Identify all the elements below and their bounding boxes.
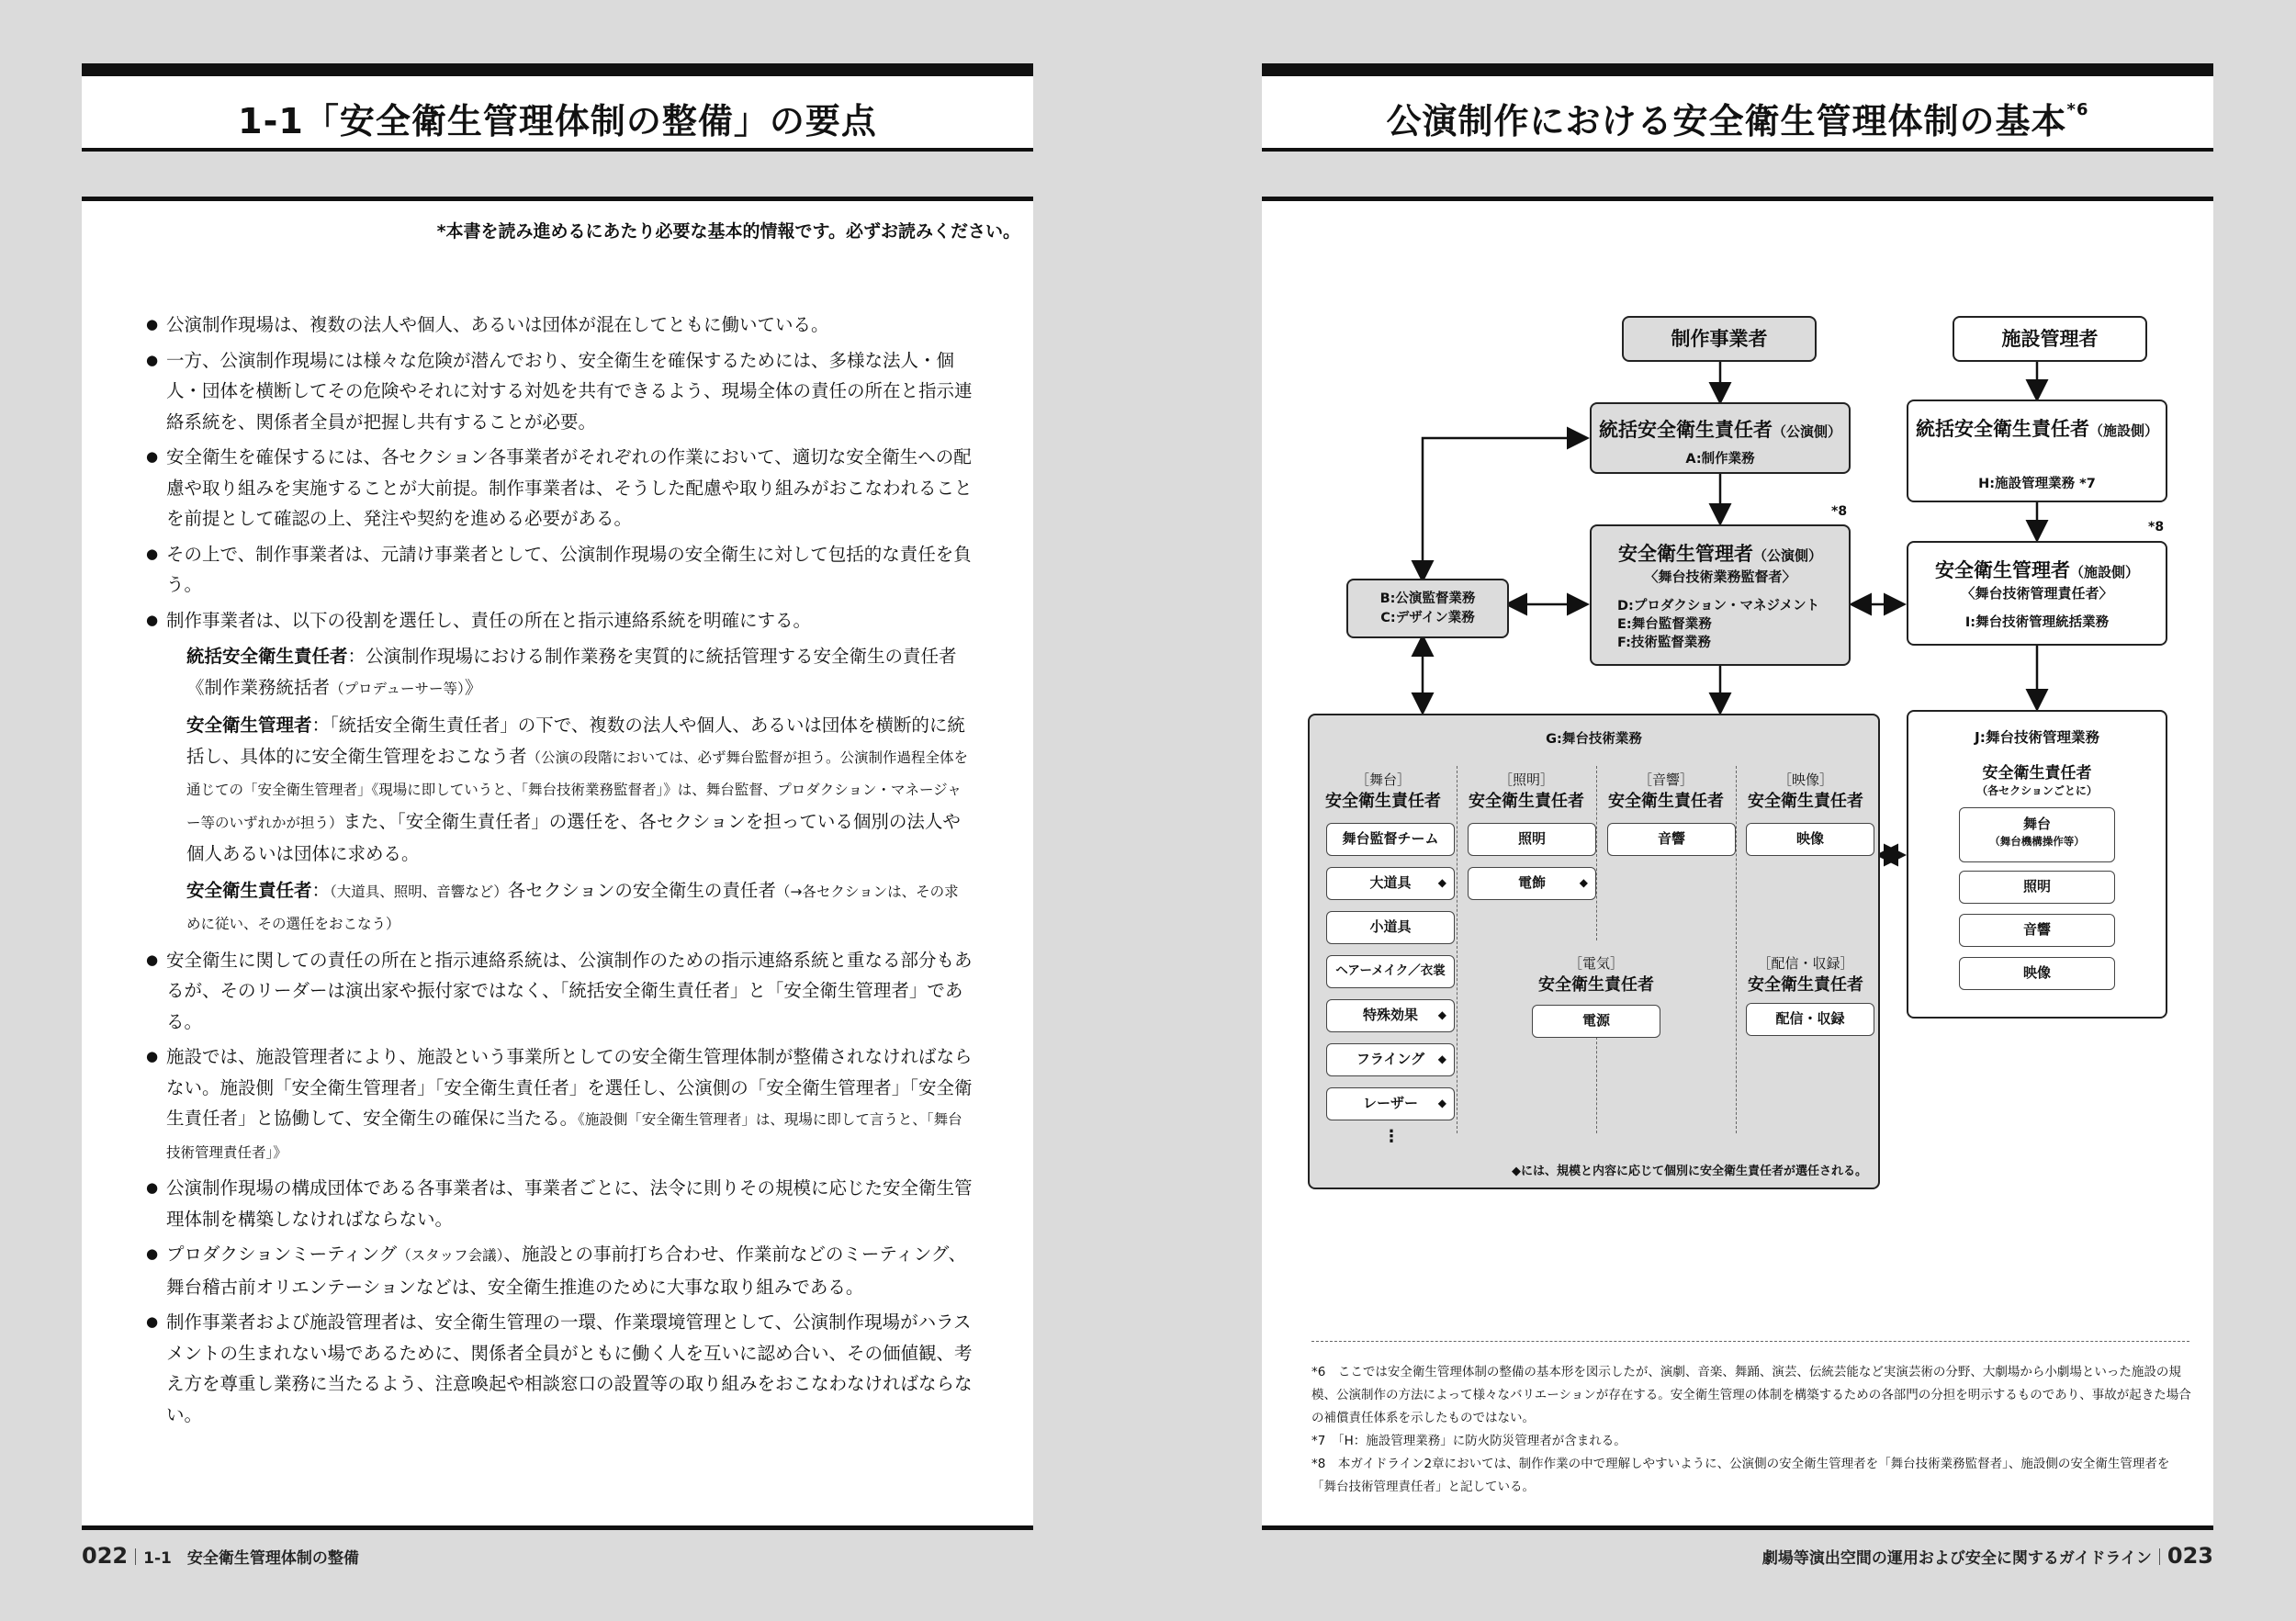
role-text: ：: [311, 879, 331, 901]
side-label: （施設側）: [2088, 422, 2158, 439]
diamond-legend: ◆には、規模と内容に応じて個別に安全衛生責任者が選任される。: [1512, 1165, 1867, 1178]
diamond-icon: ◆: [1437, 1097, 1446, 1109]
duty-label: I:舞台技術管理統括業務: [1964, 615, 2110, 630]
section-item: [1468, 867, 1596, 900]
section-item: [1326, 999, 1455, 1032]
section-item: [1326, 1087, 1455, 1120]
bullet-item: ● 一方、公演制作現場には様々な危険が潜んでおり、安全衛生を確保するためには、多様な法人・個人・団体を横断してその危険やそれに対する対処を共有できるよう、現場全体の責任の所在と指示連絡系統を、関係者全員が把握し共有することが必要。: [146, 345, 973, 438]
duty-label: D:プロダクション・マネジメント: [1617, 599, 1820, 614]
diamond-icon: ◆: [1579, 876, 1588, 889]
section-streaming-head: [1736, 952, 1875, 996]
title-text: 安全衛生管理者: [1617, 543, 1753, 565]
footnote: *6 ここでは安全衛生管理体制の整備の基本形を図示したが、演劇、音楽、舞踊、演芸、伝統芸能など実演芸術の分野、大劇場から小劇場といった施設の規模、公演制作の方法によって様々なバリエーションが存在する。安全衛生管理の体制を構築するための各部門の分担を明示するものであり、事故が起きた場合の補償責任体系を示したものではない。: [1311, 1365, 2191, 1425]
arrow-bc-general-link: [1423, 438, 1585, 579]
item-label: 小道具: [1369, 918, 1412, 935]
item-label: 電源: [1581, 1012, 1610, 1029]
item-label: フライング: [1356, 1051, 1425, 1067]
bullet-item: [146, 1041, 973, 1168]
item-label: 音響: [1657, 830, 1685, 847]
duty-list: [1592, 597, 1849, 652]
facility-manager-label: 施設管理者: [2001, 328, 2099, 350]
reading-notice: *本書を読み進めるにあたり必要な基本的情報です。必ずお読みください。: [436, 221, 1020, 242]
role-label: 安全衛生責任者: [1608, 792, 1724, 811]
section-label: ［舞台］: [1355, 771, 1411, 788]
item-label: 舞台: [2022, 816, 2051, 832]
role-definition: [166, 875, 973, 940]
role-definition: [166, 641, 973, 704]
footnote-separator: [1311, 1341, 2189, 1342]
role-term: 統括安全衛生責任者: [186, 646, 348, 667]
role-small: （プロデューサー等）: [330, 680, 465, 697]
title-text: 統括安全衛生責任者: [1915, 418, 2089, 440]
page-title: [1262, 93, 2213, 143]
general-safety-officer-facility: [1907, 400, 2167, 502]
section-item: [1746, 1003, 1874, 1036]
side-label: （公演側）: [1752, 547, 1822, 564]
section-item: [1326, 867, 1455, 900]
role-small: （公演の段階においては、必ず舞台監督が担う。公演制作過程全体を通じての「安全衛生管理者」《現場に即していうと、「舞台技術業務監督者」》は、舞台監督、プロダクション・マネージャー等のいずれかが担う）: [186, 749, 969, 831]
role-label: 安全衛生責任者: [1748, 975, 1863, 995]
item-label: 特殊効果: [1362, 1007, 1418, 1023]
section-item: [1326, 955, 1455, 988]
alias-label: 〈舞台技術管理責任者〉: [1961, 585, 2113, 602]
right-body: [1262, 197, 2213, 1530]
section-sound-head: [1596, 769, 1736, 813]
bullet-text: プロダクションミーティング: [166, 1244, 398, 1265]
role-tail: また、「安全衛生責任者」の選任を、各セクションを担っている個別の法人や個人あるいは団体に求める。: [186, 810, 961, 864]
duty-label: E:舞台監督業務: [1617, 617, 1712, 632]
footnote-ref: *8: [1831, 504, 1848, 519]
title-text: 安全衛生管理者: [1934, 559, 2070, 581]
facility-tech-box: [1907, 710, 2167, 1019]
section-item: [1326, 823, 1455, 856]
bullet-item: ● その上で、制作事業者は、元請け事業者として、公演制作現場の安全衛生に対して包括的な責任を負う。: [146, 539, 973, 601]
section-electric-head: [1525, 952, 1668, 996]
bullet-note: 《施設側「安全衛生管理者」は、現場に即して言うと、「舞台技術管理責任者」》: [166, 1111, 962, 1161]
stage-tech-title: G:舞台技術業務: [1546, 732, 1642, 747]
section-item: [1607, 823, 1736, 856]
footer-divider: [135, 1548, 136, 1565]
stage-tech-box: [1308, 714, 1880, 1189]
footnote-ref: *6: [2066, 100, 2089, 120]
item-label: 音響: [2022, 921, 2051, 938]
bullet-item: [146, 605, 973, 940]
role-definition: [166, 710, 973, 870]
section-item: [1326, 1043, 1455, 1076]
section-video-head: [1736, 769, 1875, 813]
item-label: 電飾: [1517, 874, 1546, 891]
role-text: ：公演制作現場における制作業務を実質的に統括管理する安全衛生の責任者《制作業務統括者: [186, 646, 957, 698]
duty-label: F:技術監督業務: [1617, 636, 1711, 650]
producer-label: 制作事業者: [1671, 328, 1768, 350]
section-item: [1468, 823, 1596, 856]
left-page: [82, 0, 1033, 1621]
bullet-item: ● 公演制作現場は、複数の法人や個人、あるいは団体が混在してともに働いている。: [146, 310, 973, 341]
left-footer: [82, 1543, 359, 1569]
item-label: 映像: [1795, 830, 1824, 847]
duty-label: B:公演監督業務: [1379, 591, 1476, 606]
right-footer: [1762, 1543, 2213, 1569]
page-title: 1-1「安全衛生管理体制の整備」の要点: [238, 101, 877, 141]
column-divider: [1736, 766, 1737, 1133]
column-divider: [1596, 1037, 1597, 1133]
title-text: 統括安全衛生責任者: [1598, 419, 1773, 441]
duty-label: A:制作業務: [1685, 452, 1755, 467]
bullet-item: ● 制作事業者および施設管理者は、安全衛生管理の一環、作業環境管理として、公演制作現場がハラスメントの生まれない場であるために、関係者全員がともに働く人を互いに認め合い、その価値観、考え方を尊重し業務に当たるよう、注意喚起や相談窓口の設置等の取り組みをおこなわなければならない。: [146, 1307, 973, 1430]
publication-title: 劇場等演出空間の運用および安全に関するガイドライン: [1761, 1549, 2152, 1568]
footnotes: [1311, 1361, 2193, 1499]
ellipsis-icon: ⋮: [1383, 1127, 1400, 1146]
facility-section-item: [1959, 914, 2115, 947]
footer-section: 1-1 安全衛生管理体制の整備: [143, 1549, 359, 1568]
section-label: ［音響］: [1638, 771, 1694, 788]
safety-manager-performance: [1590, 524, 1851, 666]
section-stage-head: [1313, 769, 1453, 813]
role-small: （大道具、照明、音響など）: [330, 883, 508, 900]
right-title-band: [1262, 63, 2213, 152]
left-body: [82, 197, 1033, 1530]
role-term: 安全衛生責任者: [186, 879, 312, 901]
role-note: （各セクションごとに）: [1976, 784, 2098, 797]
facility-tech-title: J:舞台技術管理業務: [1975, 729, 2099, 746]
section-label: ［電気］: [1568, 955, 1624, 972]
item-label: 舞台監督チーム: [1342, 830, 1439, 847]
role-tail: 各セクションの安全衛生の責任者: [507, 879, 776, 901]
safety-manager-facility: [1907, 541, 2167, 646]
bullet-item: ● 安全衛生に関しての責任の所在と指示連絡系統は、公演制作のための指示連絡系統と重なる部分もあるが、そのリーダーは演出家や振付家ではなく、「統括安全衛生責任者」と「安全衛生管理者」である。: [146, 945, 973, 1038]
footnote: *8 本ガイドライン2章においては、制作作業の中で理解しやすいように、公演側の安全衛生管理者を「舞台技術業務監督者」、施設側の安全衛生管理者を「舞台技術管理責任者」と記している。: [1311, 1457, 2170, 1494]
section-item: [1326, 911, 1455, 944]
section-label: ［照明］: [1498, 771, 1554, 788]
section-label: ［映像］: [1777, 771, 1833, 788]
diamond-icon: ◆: [1437, 876, 1446, 889]
box-title: [1592, 415, 1849, 443]
facility-section-item: [1959, 807, 2115, 862]
bullet-text: 、施設との事前打ち合わせ、作業前などのミーティング、舞台稽古前オリエンテーションなどは、安全衛生推進のために大事な取り組みである。: [166, 1244, 967, 1298]
box-title: [1908, 556, 2166, 583]
diamond-icon: ◆: [1437, 1053, 1446, 1065]
footer-divider: [2159, 1548, 2160, 1565]
facility-section-item: [1959, 957, 2115, 990]
role-label: 安全衛生責任者: [1982, 764, 2092, 782]
facility-section-item: [1959, 871, 2115, 904]
role-tail: 》: [464, 676, 483, 698]
role-label: 安全衛生責任者: [1325, 792, 1441, 811]
role-term: 安全衛生管理者: [186, 715, 312, 736]
role-label: 安全衛生責任者: [1748, 792, 1863, 811]
left-title-band: [82, 63, 1033, 152]
column-divider: [1457, 766, 1458, 1133]
right-page: [1262, 0, 2213, 1621]
box-title: [1908, 414, 2166, 442]
section-label: ［配信・収録］: [1757, 955, 1854, 972]
item-label: 大道具: [1369, 874, 1412, 891]
title-text: 公演制作における安全衛生管理体制の基本: [1386, 101, 2067, 141]
producer-box: [1622, 316, 1817, 362]
diamond-icon: ◆: [1437, 1008, 1446, 1021]
item-label: 照明: [2022, 878, 2051, 895]
item-label: ヘアーメイク／衣裳: [1335, 963, 1446, 978]
bullet-note: （スタッフ会議）: [397, 1247, 504, 1264]
bc-duties-box: [1346, 579, 1509, 638]
item-label: 照明: [1517, 830, 1546, 847]
role-text: ：「統括安全衛生責任者」の下で、複数の法人や個人、あるいは団体を横断的に統括し、具体的に安全衛生管理をおこなう者: [186, 715, 965, 767]
footnote-ref: *8: [2148, 520, 2165, 535]
item-label: レーザー: [1362, 1095, 1418, 1111]
page-number: 022: [82, 1543, 129, 1569]
section-item: [1746, 823, 1874, 856]
role-label: 安全衛生責任者: [1469, 792, 1584, 811]
side-label: （施設側）: [2069, 564, 2139, 580]
section-lighting-head: [1457, 769, 1596, 813]
page-number: 023: [2167, 1543, 2213, 1569]
bullet-text: 施設では、施設管理者により、施設という事業所としての安全衛生管理体制が整備されなければならない。施設側「安全衛生管理者」「安全衛生責任者」を選任し、公演側の「安全衛生管理者」「安全衛生責任者」と協働して、安全衛生の確保に当たる。: [166, 1046, 973, 1129]
item-sub-label: （舞台機構操作等）: [1989, 835, 2085, 848]
item-label: 映像: [2022, 964, 2051, 981]
key-points-list: [146, 310, 973, 1435]
role-small: （→各セクションは、その求めに従い、その選任をおこなう）: [186, 883, 959, 932]
bullet-text: 制作事業者は、以下の役割を選任し、責任の所在と指示連絡系統を明確にする。: [166, 609, 812, 631]
box-title: [1592, 539, 1849, 567]
duty-label: H:施設管理業務 *7: [1978, 477, 2096, 491]
item-label: 配信・収録: [1775, 1010, 1845, 1027]
bullet-item: ● 安全衛生を確保するには、各セクション各事業者がそれぞれの作業において、適切な安全衛生への配慮や取り組みを実施することが大前提。制作事業者は、そうした配慮や取り組みがおこなわれることを前提として確認の上、発注や契約を進める必要がある。: [146, 442, 973, 535]
bullet-item: ● 公演制作現場の構成団体である各事業者は、事業者ごとに、法令に則りその規模に応じた安全衛生管理体制を構築しなければならない。: [146, 1173, 973, 1234]
section-item: [1532, 1005, 1660, 1038]
alias-label: 〈舞台技術業務監督者〉: [1644, 568, 1796, 585]
side-label: （公演側）: [1772, 423, 1841, 440]
general-safety-officer-performance: [1590, 402, 1851, 474]
role-label: 安全衛生責任者: [1538, 975, 1654, 995]
facility-manager-box: [1953, 316, 2147, 362]
footnote: *7 「H：施設管理業務」に防火防災管理者が含まれる。: [1311, 1434, 1626, 1448]
duty-label: C:デザイン業務: [1380, 611, 1475, 625]
bullet-item: [146, 1239, 973, 1302]
